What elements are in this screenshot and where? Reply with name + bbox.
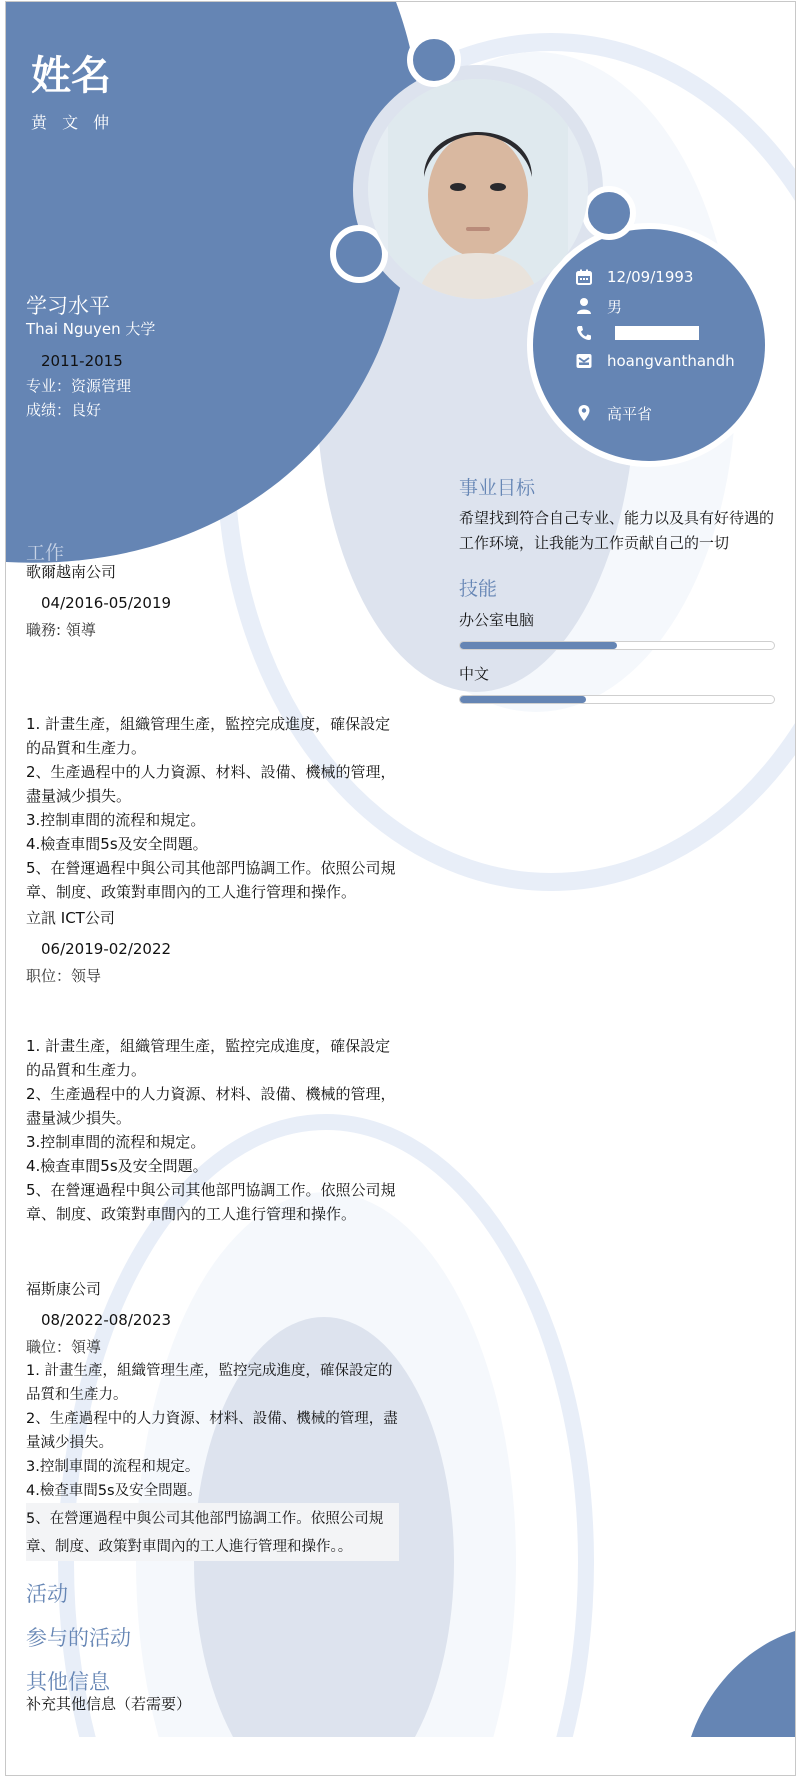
duty-item: 1. 計畫生產，組織管理生產，監控完成進度，確保設定的品質和生產力。 [26, 1363, 393, 1403]
info-birthday [575, 265, 693, 289]
education-title: 学习水平 [26, 294, 110, 318]
other-info-text: 补充其他信息（若需要） [26, 1695, 192, 1713]
name-value: 黄 文 伸 [31, 113, 115, 132]
calendar-icon [575, 268, 593, 286]
gender-text: 男 [607, 297, 623, 316]
job-duties [26, 1359, 399, 1561]
duty-item: 5、在營運過程中與公司其他部門協調工作。依照公司規章、制度、政策對車間內的工人進行管理和操作。 [26, 1181, 396, 1223]
career-goal-title: 事业目标 [459, 477, 536, 499]
job-duties [26, 712, 399, 904]
info-address [575, 401, 652, 425]
experience-title: 工作 [26, 542, 65, 564]
job-position: 職務: 領導 [26, 621, 96, 639]
phone-icon [575, 324, 593, 342]
job-position: 職位：領導 [26, 1338, 102, 1356]
duty-item: 4.檢查車間5s及安全問題。 [26, 835, 208, 853]
email-text: hoangvanthandh [607, 352, 735, 370]
duty-item: 4.檢查車間5s及安全問題。 [26, 1483, 202, 1499]
duty-item: 3.控制車間的流程和規定。 [26, 1459, 200, 1475]
duty-item: 1. 計畫生產，組織管理生產，監控完成進度，確保設定的品質和生產力。 [26, 1037, 391, 1079]
skill-bar-fill [460, 642, 617, 649]
user-icon [575, 297, 593, 315]
envelope-icon [575, 352, 593, 370]
duty-item: 3.控制車間的流程和規定。 [26, 1133, 206, 1151]
skill-label: 中文 [459, 665, 490, 683]
job-company: 立訊 ICT公司 [26, 909, 115, 927]
skill-bar [459, 641, 775, 650]
avatar-photo [366, 77, 590, 301]
address-text: 高平省 [607, 404, 653, 423]
activities-title: 活动 [26, 1582, 68, 1606]
skill-label: 办公室电脑 [459, 611, 535, 629]
education-grade: 成绩：良好 [26, 401, 102, 419]
activities-subtitle: 参与的活动 [26, 1626, 131, 1650]
duty-item: 2、生產過程中的人力資源、材料、設備、機械的管理，盡量減少損失。 [26, 763, 396, 805]
job-company: 歌爾越南公司 [26, 563, 117, 581]
skill-bar-fill [460, 696, 586, 703]
education-major: 专业：资源管理 [26, 377, 132, 395]
duty-item: 5、在營運過程中與公司其他部門協調工作。依照公司規章、制度、政策對車間內的工人進行管理和操作。。 [26, 1503, 399, 1561]
job-period: 08/2022-08/2023 [41, 1311, 172, 1329]
education-school: Thai Nguyen 大学 [26, 320, 156, 338]
duty-item: 1. 計畫生產，組織管理生產，監控完成進度，確保設定的品質和生產力。 [26, 715, 391, 757]
info-phone [575, 321, 699, 345]
duty-item: 5、在營運過程中與公司其他部門協調工作。依照公司規章、制度、政策對車間內的工人進行管理和操作。 [26, 859, 396, 901]
job-period: 04/2016-05/2019 [41, 594, 172, 612]
info-gender [575, 294, 622, 318]
skills-title: 技能 [459, 578, 498, 600]
job-period: 06/2019-02/2022 [41, 940, 172, 958]
skill-bar [459, 695, 775, 704]
other-info-title: 其他信息 [26, 1670, 110, 1694]
duty-item: 4.檢查車間5s及安全問題。 [26, 1157, 208, 1175]
duty-item: 2、生產過程中的人力資源、材料、設備、機械的管理，盡量減少損失。 [26, 1085, 396, 1127]
phone-redaction [615, 326, 699, 340]
info-email [575, 349, 735, 373]
job-position: 职位：领导 [26, 967, 102, 985]
duty-item: 2、生產過程中的人力資源、材料、設備、機械的管理，盡量減少損失。 [26, 1411, 398, 1451]
job-duties [26, 1034, 399, 1226]
map-pin-icon [575, 404, 593, 422]
duty-item: 3.控制車間的流程和規定。 [26, 811, 206, 829]
birthday-text: 12/09/1993 [607, 268, 694, 286]
name-title: 姓名 [31, 53, 111, 99]
job-company: 福斯康公司 [26, 1280, 102, 1298]
education-period: 2011-2015 [41, 352, 123, 370]
career-goal-text: 希望找到符合自己专业、能力以及具有好待遇的工作环境，让我能为工作贡献自己的一切 [459, 509, 775, 552]
